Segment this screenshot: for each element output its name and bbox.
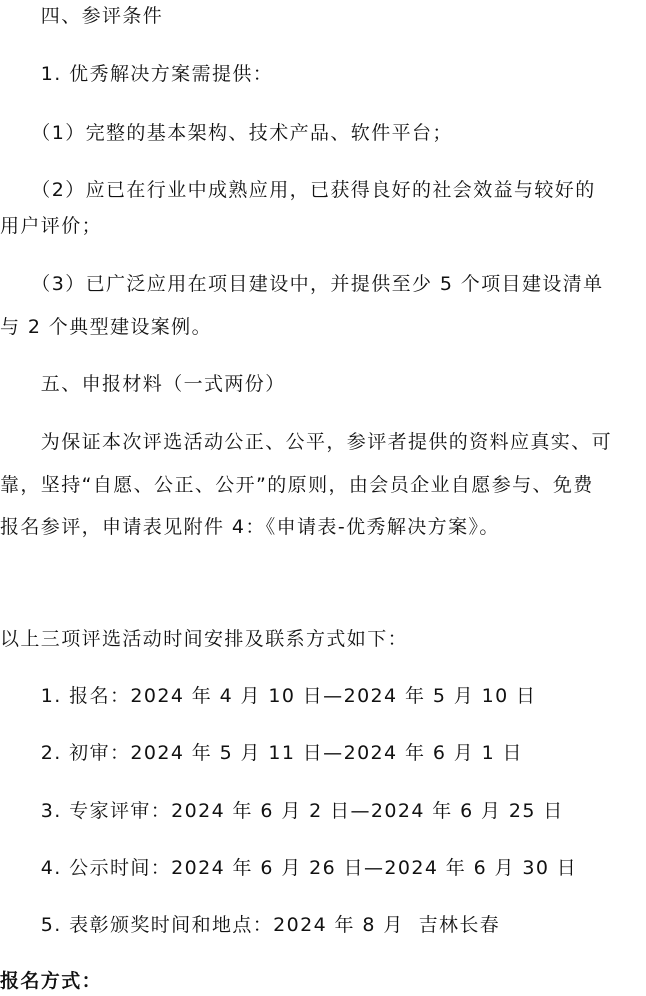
requirement-3-line-2: 与 2 个典型建设案例。 [0,316,212,338]
schedule-item-publicity: 4. 公示时间：2024 年 6 月 26 日—2024 年 6 月 30 日 [0,857,578,879]
schedule-item-signup: 1. 报名：2024 年 4 月 10 日—2024 年 5 月 10 日 [0,685,537,707]
requirement-2-line-1: （2）应已在行业中成熟应用，已获得良好的社会效益与较好的 [0,179,596,201]
schedule-item-expert-review: 3. 专家评审：2024 年 6 月 2 日—2024 年 6 月 25 日 [0,800,564,822]
section-4-heading: 四、参评条件 [0,5,164,27]
requirement-3-line-1: （3）已广泛应用在项目建设中，并提供至少 5 个项目建设清单 [0,273,604,295]
schedule-item-award-ceremony: 5. 表彰颁奖时间和地点：2024 年 8 月 吉林长春 [0,914,501,936]
requirement-1: （1）完整的基本架构、技术产品、软件平台； [0,122,453,144]
paragraph-line-1: 为保证本次评选活动公正、公平，参评者提供的资料应真实、可 [0,431,613,453]
schedule-heading: 以上三项评选活动时间安排及联系方式如下： [0,628,409,650]
section-5-heading: 五、申报材料（一式两份） [0,373,286,395]
signup-method-heading: 报名方式： [0,970,103,992]
schedule-item-initial-review: 2. 初审：2024 年 5 月 11 日—2024 年 6 月 1 日 [0,742,523,764]
requirement-2-line-2: 用户评价； [0,215,103,237]
item-1-heading: 1. 优秀解决方案需提供： [0,63,274,85]
paragraph-line-2: 靠，坚持“自愿、公正、公开”的原则，由会员企业自愿参与、免费 [0,474,594,496]
paragraph-line-3: 报名参评，申请表见附件 4：《申请表-优秀解决方案》。 [0,516,500,538]
